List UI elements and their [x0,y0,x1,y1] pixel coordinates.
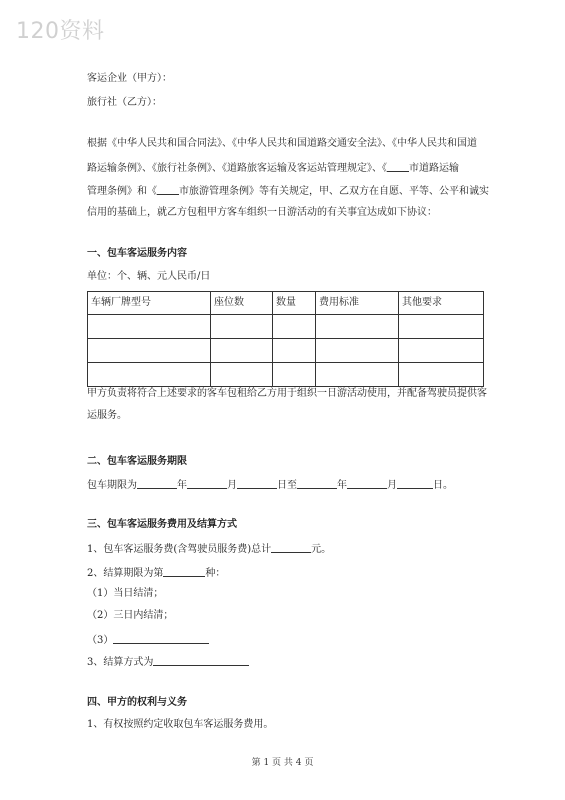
blank-year-end [297,477,337,489]
section-1-heading: 一、包车客运服务内容 [87,248,187,259]
blank-year-start [137,477,177,489]
intro-line-3b: 市旅游管理条例》等有关规定，甲、乙双方在自愿、平等、公平和诚实 [179,186,489,197]
settlement-method-line [87,654,249,670]
rental-period-line [87,477,453,493]
party-b-line: 旅行社（乙方）： [87,97,162,108]
col-seats: 座位数 [211,292,273,315]
intro-line-3a: 管理条例》和《 [87,186,157,197]
service-table [87,291,484,387]
unit-day-to: 日至 [277,480,297,491]
section-4-item-1: 1、有权按照约定收取包车客运服务费用。 [87,719,274,730]
page-footer: 第 1 页 共 4 页 [251,758,314,768]
settlement-period-line [87,565,225,581]
intro-line-2b: 市道路运输 [409,163,459,174]
option-3 [87,632,209,648]
fee-total-unit: 元。 [311,544,332,555]
party-a-line: 客运企业（甲方）： [87,73,172,84]
intro-line-3 [87,183,489,199]
blank-day-start [237,477,277,489]
watermark-logo: 120资料 [16,19,105,44]
settlement-period-suffix: 种： [205,568,226,579]
fee-total-label: 1、包车客运服务费(含驾驶员服务费)总计 [87,544,272,555]
intro-line-2a: 路运输条例》、《旅行社条例》、《道路旅客运输及客运站管理规定》、《 [87,163,387,174]
intro-line-1: 根据《中华人民共和国合同法》、《中华人民共和国道路交通安全法》、《中华人民共和国道 [87,138,477,149]
col-other: 其他要求 [399,292,484,315]
blank-option-3 [113,632,209,644]
unit-year: 年 [177,480,187,491]
col-quantity: 数量 [273,292,316,315]
unit-month-2: 月 [387,480,397,491]
unit-day-end: 日。 [433,480,453,491]
intro-line-4: 信用的基础上，就乙方包租甲方客车组织一日游活动的有关事宜达成如下协议： [87,207,437,218]
section-4-heading: 四、甲方的权利与义务 [87,697,187,708]
col-fee: 费用标准 [316,292,399,315]
blank-settlement-method [153,654,249,666]
blank-city-2 [157,183,179,195]
col-vehicle-model: 车辆厂牌型号 [88,292,211,315]
blank-month-end [347,477,387,489]
option-1: （1）当日结清； [87,588,164,599]
table-row [88,339,484,363]
intro-line-2 [87,160,459,176]
section-2-heading: 二、包车客运服务期限 [87,456,187,467]
settlement-period-label: 2、结算期限为第 [87,568,164,579]
option-2: （2）三日内结清； [87,610,174,621]
section-3-heading: 三、包车客运服务费用及结算方式 [87,519,237,530]
fee-total-line [87,541,331,557]
blank-settlement-option [163,565,205,577]
section-1-after: 甲方负责将符合上述要求的客车包租给乙方用于组织一日游活动使用，并配备驾驶员提供客运服务。 [87,388,487,421]
option-3-label: （3） [87,635,114,646]
table-header-row [88,292,484,315]
blank-day-end [397,477,433,489]
period-label: 包车期限为 [87,480,137,491]
blank-month-start [187,477,227,489]
unit-year-2: 年 [337,480,347,491]
blank-fee-total [271,541,311,553]
unit-month: 月 [227,480,237,491]
blank-city-1 [387,160,409,172]
table-row [88,315,484,339]
unit-note: 单位：个、辆、元人民币/日 [87,271,211,282]
settlement-method-label: 3、结算方式为 [87,657,154,668]
